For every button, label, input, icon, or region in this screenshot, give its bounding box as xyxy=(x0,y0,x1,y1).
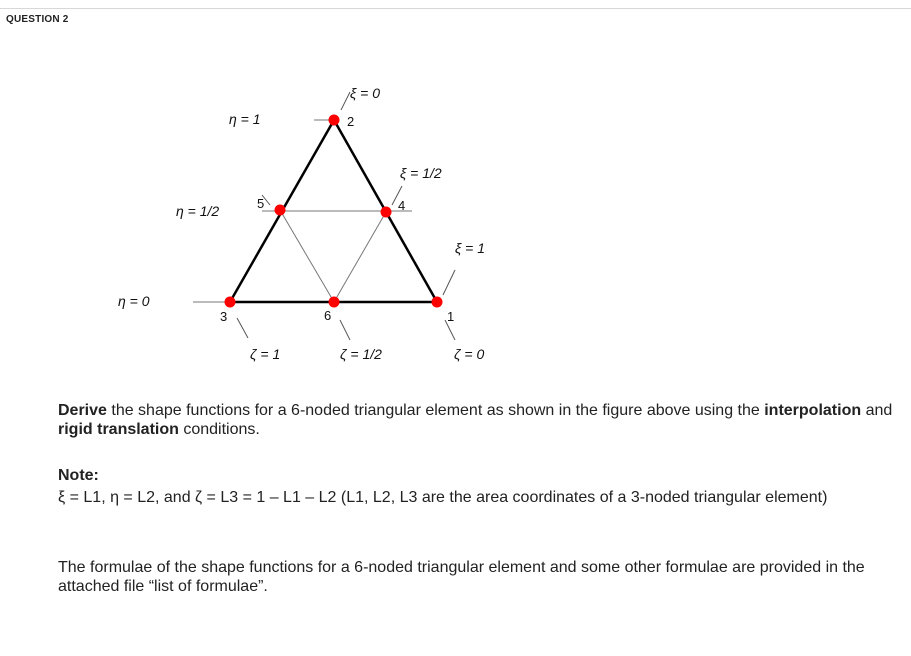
prompt-text-2: and xyxy=(861,402,893,419)
formulae-reference: The formulae of the shape functions for a 6-noded triangular element and some other formulae are provided in the attached file “list of formulae”. xyxy=(58,559,865,595)
xi-zero-label: ξ = 0 xyxy=(350,85,380,101)
node-4 xyxy=(381,207,392,218)
node-number-1: 1 xyxy=(447,309,455,324)
node-5 xyxy=(275,205,286,216)
xi-half-label: ξ = 1/2 xyxy=(400,165,442,181)
zeta-half-tick xyxy=(340,320,350,340)
note-body: ξ = L1, η = L2, and ζ = L3 = 1 – L1 – L2 (L1, L2, L3 are the area coordinates of a 3-noded triangular element) xyxy=(58,489,828,506)
node-number-6: 6 xyxy=(324,308,332,323)
prompt-bold-derive: Derive xyxy=(58,402,107,419)
node-3 xyxy=(225,297,236,308)
zeta-one-tick xyxy=(237,318,248,338)
node-number-2: 2 xyxy=(347,114,355,129)
eta-half-label: η = 1/2 xyxy=(176,203,220,219)
note-heading: Note: xyxy=(58,467,99,484)
node-1 xyxy=(432,297,443,308)
zeta-zero-label: ζ = 0 xyxy=(454,346,485,362)
prompt-bold-rigid-translation: rigid translation xyxy=(58,421,179,438)
xi-zero-tick xyxy=(341,92,350,110)
prompt-bold-interpolation: interpolation xyxy=(764,402,862,419)
xi-one-tick xyxy=(443,270,455,295)
question-prompt xyxy=(58,401,908,439)
xi-one-label: ξ = 1 xyxy=(455,240,485,256)
prompt-text-1: the shape functions for a 6-noded triangular element as shown in the figure above using the xyxy=(106,402,765,419)
zeta-half-label: ζ = 1/2 xyxy=(340,346,382,362)
inner-line-4-6 xyxy=(334,212,386,302)
node-6 xyxy=(329,297,340,308)
eta-one-label: η = 1 xyxy=(229,111,261,127)
eta-zero-label: η = 0 xyxy=(118,293,150,309)
node-number-3: 3 xyxy=(220,309,228,324)
node-2 xyxy=(329,115,340,126)
node-number-5: 5 xyxy=(257,196,265,211)
inner-line-5-6 xyxy=(280,210,334,302)
question-title: QUESTION 2 xyxy=(6,14,69,25)
node-number-4: 4 xyxy=(398,198,406,213)
zeta-one-label: ζ = 1 xyxy=(250,346,281,362)
prompt-text-3: conditions. xyxy=(178,421,260,438)
